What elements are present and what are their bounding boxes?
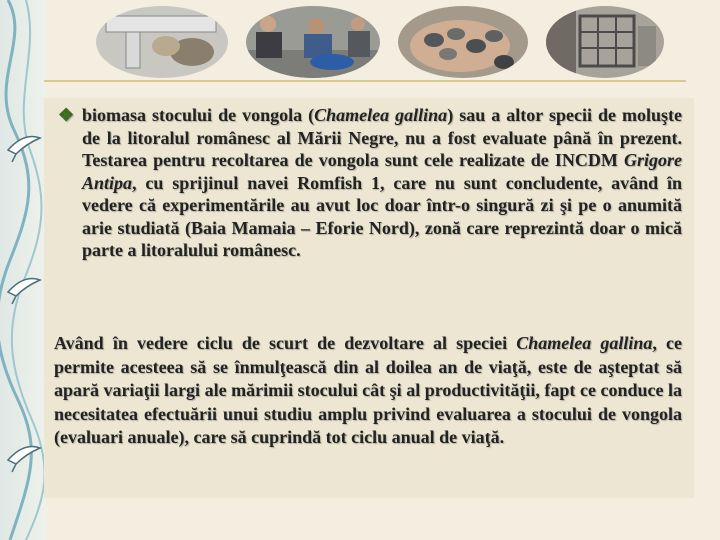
photo-caliper-measurement xyxy=(96,6,228,78)
species-name: Chamelea gallina xyxy=(314,105,448,125)
photo-strip xyxy=(96,6,664,78)
shell-icon xyxy=(8,279,40,305)
species-name: Chamelea gallina xyxy=(516,333,653,353)
wave-decoration xyxy=(0,0,46,540)
shell-icon xyxy=(8,447,40,473)
paragraph-1-text: biomasa stocului de vongola (Chamelea gallina) sau a altor specii de moluşte de la litoralul românesc al Mării Negre, nu a fost evaluate până în prezent. Testarea pentru recoltarea de vongola sunt cele realizate de INCDM Grigore Antipa, cu sprijinul navei Romfish 1, care nu sunt concludente, având în vedere că experimentările au avut loc doar într-o singură zi şi pe o anumită arie studiată (Baia Mamaia – Eforie Nord), zonă care reprezintă doar o mică parte a litoralului românesc. xyxy=(82,105,683,260)
photo-dredge-on-deck xyxy=(546,6,664,78)
header-divider xyxy=(44,80,686,82)
bullet-diamond-icon: ❖ xyxy=(58,105,75,125)
content-panel xyxy=(44,98,694,498)
institute-name: Grigore Antipa xyxy=(82,150,682,193)
left-decorative-band xyxy=(0,0,46,540)
photo-sorting-team xyxy=(246,6,380,78)
paragraph-2-text: Având în vedere ciclu de scurt de dezvoltare al speciei Chamelea gallina, ce permite acesteea să se înmulţească din al doilea an de viaţă, este de aşteptat să apară variaţii largi ale mărimii stocului cât şi al productivităţii, fapt ce conduce la necesitatea efectuării unui studiu amplu privind evaluarea a stocului de vongola (evaluari anuale), care să cuprindă tot ciclu anual de viaţă. xyxy=(54,333,682,447)
photo-clams-in-hand xyxy=(398,6,528,78)
bullet-paragraph xyxy=(58,104,682,262)
